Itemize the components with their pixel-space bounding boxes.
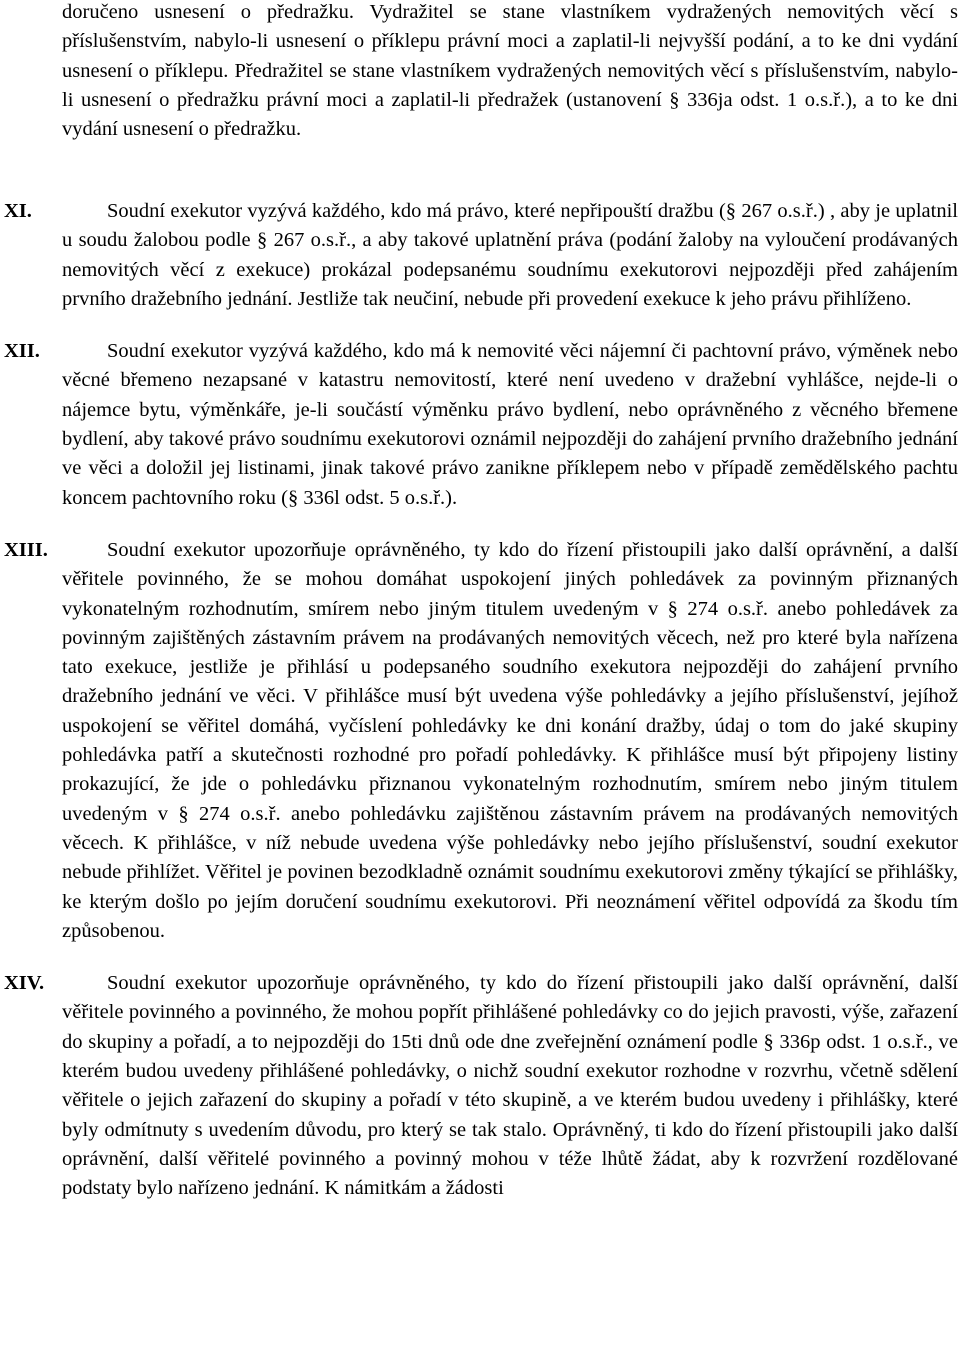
section-text: Soudní exekutor upozorňuje oprávněného, ty kdo do řízení přistoupili jako další oprávnění, další věřitele povinného a povinného, že mohou popřít přihlášené pohledávky co do jejich pravosti, výše, zařazení do skupiny a pořadí, a to nejpozději do 15ti dnů ode dne zveřejnění oznámení podle § 336p odst. 1 o.s.ř., ve kterém budou uvedeny přihlášené pohledávky, o nichž soudní exekutor rozhodne v rozvrhu, včetně sdělení věřitele o jejich zařazení do skupiny a pořadí v této skupině, a ve kterém budou uvedeny i přihlášky, které byly odmítnuty s uvedením důvodu, pro který se tak stalo. Oprávněný, ti kdo do řízení přistoupili jako další oprávnění, další věřitelé povinného a povinný mohou v téže lhůtě žádat, aby k rozvržení rozdělované podstaty bylo nařízeno jednání. K námitkám a žádosti [62,972,958,1200]
section-number: XIII. [4,538,48,561]
intro-paragraph: doručeno usnesení o předražku. Vydražitel se stane vlastníkem vydražených nemovitých věcí s příslušenstvím, nabylo-li usnesení o příklepu právní moci a zaplatil-li nejvyšší podání, a to ke dni vydání usnesení o příklepu. Předražitel se stane vlastníkem vydražených nemovitých věcí s příslušenstvím, nabylo-li usnesení o předražku právní moci a zaplatil-li předražek (ustanovení § 336ja odst. 1 o.s.ř.), a to ke dni vydání usnesení o předražku. [62,1,958,141]
section-xiv [0,969,960,1203]
section-number: XIV. [4,972,45,995]
section-xiii [0,536,960,946]
section-xi [0,197,960,314]
section-number: XII. [4,340,40,363]
section-number: XI. [4,200,32,222]
section-xii [0,337,960,513]
section-text: Soudní exekutor upozorňuje oprávněného, ty kdo do řízení přistoupili jako další oprávnění, a další věřitele povinného, že se mohou domáhat uspokojení jiných pohledávek za povinným přiznaných vykonatelným rozhodnutím, smírem nebo jiným titulem uvedeným v § 274 o.s.ř. anebo pohledávek za povinným zajištěných zástavním právem na prodávaných nemovitých věcech, než pro které byla nařízena tato exekuce, jestliže je přihlásí u podepsaného soudního exekutora nejpozději do zahájení prvního dražebního jednání ve věci. V přihlášce musí být uvedena výše pohledávky a jejího příslušenství, jejíhož uspokojení se věřitel domáhá, vyčíslení pohledávky ke dni konání dražby, údaj o tom do jaké skupiny pohledávka patří a skutečnosti rozhodné pro pořadí pohledávky. K přihlášce musí být připojeny listiny prokazující, že jde o pohledávku přiznanou vykonatelným rozhodnutím, smírem nebo jiným titulem uvedeným v § 274 o.s.ř. anebo pohledávku zajištěnou zástavním právem na prodávaných nemovitých věcech. K přihlášce, v níž nebude uvedena výše pohledávky nebo jejího příslušenství, soudní exekutor nebude přihlížet. Věřitel je povinen bezodkladně oznámit soudnímu exekutorovi změny týkající se přihlášky, ke kterým došlo po jejím doručení soudnímu exekutorovi. Při neoznámení věřitel odpovídá za škodu tím způsobenou. [62,538,958,942]
section-text: Soudní exekutor vyzývá každého, kdo má k nemovité věci nájemní či pachtovní právo, výměnek nebo věcné břemeno nezapsané v katastru nemovitostí, které není uvedeno v dražební vyhlášce, nejde-li o nájemce bytu, výměnkáře, je-li součástí výměnku právo bydlení, nebo oprávněného z věcného břemene bydlení, aby takové právo soudnímu exekutorovi oznámil nejpozději do zahájení prvního dražebního jednání ve věci a doložil jej listinami, jinak takové právo zanikne příklepem nebo v případě zemědělského pachtu koncem pachtovního roku (§ 336l odst. 5 o.s.ř.). [62,340,958,509]
section-text: Soudní exekutor vyzývá každého, kdo má právo, které nepřipouští dražbu (§ 267 o.s.ř.) , aby je uplatnil u soudu žalobou podle § 267 o.s.ř., a aby takové uplatnění práva (podání žaloby na vyloučení prodávaných nemovitých věcí z exekuce) prokázal podepsanému soudnímu exekutorovi nejpozději před zahájením prvního dražebního jednání. Jestliže tak neučiní, nebude při provedení exekuce k jeho právu přihlíženo. [62,200,958,310]
